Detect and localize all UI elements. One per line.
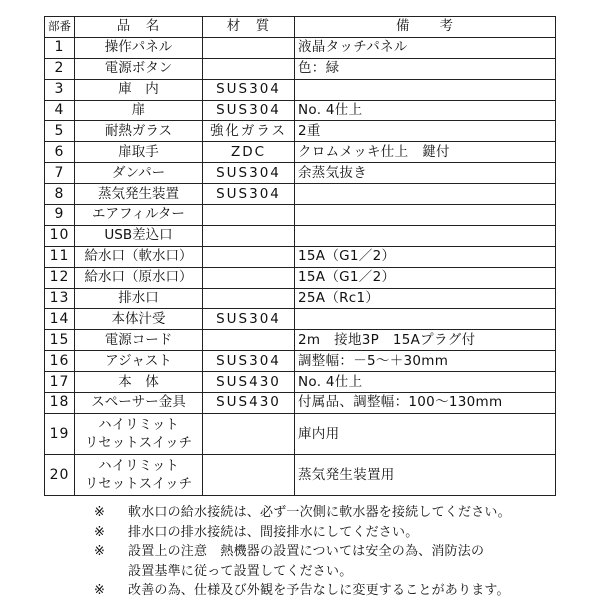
note-item	[94, 523, 574, 543]
note-text: 軟水口の給水接続は、必ず一次側に軟水器を接続してください。	[128, 505, 511, 520]
part-number-cell: 14	[45, 309, 75, 330]
part-number-cell: 11	[45, 246, 75, 267]
part-name-line: リセットスイッチ	[84, 434, 193, 451]
material-cell: SUS304	[203, 163, 295, 184]
material-cell: SUS304	[203, 351, 295, 372]
note-mark: ※	[94, 524, 105, 540]
material-cell	[203, 267, 295, 288]
note-item	[94, 581, 574, 601]
part-number-cell: 2	[45, 58, 75, 79]
part-name-cell: 扉取手	[75, 142, 203, 163]
remarks-cell: 蒸気発生装置用	[295, 454, 556, 495]
table-row	[45, 163, 556, 184]
table-row	[45, 58, 556, 79]
remarks-cell: 色：緑	[295, 58, 556, 79]
material-cell	[203, 58, 295, 79]
remarks-cell: 付属品、調整幅：100～130mm	[295, 393, 556, 414]
part-number-cell: 10	[45, 225, 75, 246]
material-cell	[203, 205, 295, 226]
remarks-cell: 15A（G1／2）	[295, 267, 556, 288]
part-number-cell: 15	[45, 330, 75, 351]
material-cell	[203, 288, 295, 309]
note-item	[94, 503, 574, 523]
part-name-cell: エアフィルター	[75, 205, 203, 226]
remarks-cell: 庫内用	[295, 413, 556, 454]
table-row	[45, 372, 556, 393]
note-mark: ※	[94, 505, 105, 520]
remarks-cell: No. 4仕上	[295, 100, 556, 121]
table-row	[45, 100, 556, 121]
remarks-cell: 2m 接地3P 15Aプラグ付	[295, 330, 556, 351]
part-name-line: リセットスイッチ	[84, 475, 193, 492]
material-cell: ZDC	[203, 142, 295, 163]
part-name-cell: 蒸気発生装置	[75, 184, 203, 205]
remarks-cell: 25A（Rc1）	[295, 288, 556, 309]
parts-table	[44, 16, 556, 496]
material-cell: SUS304	[203, 100, 295, 121]
material-cell	[203, 413, 295, 454]
header-remarks: 備 考	[295, 17, 556, 38]
table-row	[45, 413, 556, 454]
remarks-cell	[295, 225, 556, 246]
material-cell: SUS430	[203, 372, 295, 393]
remarks-cell	[295, 184, 556, 205]
remarks-cell: 15A（G1／2）	[295, 246, 556, 267]
parts-table-container	[44, 16, 555, 496]
table-row	[45, 267, 556, 288]
remarks-cell: 余蒸気抜き	[295, 163, 556, 184]
table-row	[45, 351, 556, 372]
remarks-cell: 液晶タッチパネル	[295, 37, 556, 58]
part-name-cell: アジャスト	[75, 351, 203, 372]
material-cell: SUS304	[203, 184, 295, 205]
part-number-cell: 13	[45, 288, 75, 309]
part-number-cell: 5	[45, 121, 75, 142]
header-part-name: 品 名	[75, 17, 203, 38]
note-text: 排水口の排水接続は、間接排水にしてください。	[128, 524, 419, 540]
note-item	[94, 542, 574, 562]
remarks-cell: No. 4仕上	[295, 372, 556, 393]
part-name-cell: 庫 内	[75, 79, 203, 100]
notes-section	[94, 503, 574, 601]
material-cell	[203, 330, 295, 351]
part-name-cell	[75, 413, 203, 454]
material-cell: SUS430	[203, 393, 295, 414]
remarks-cell: クロムメッキ仕上 鍵付	[295, 142, 556, 163]
table-row	[45, 121, 556, 142]
header-material: 材 質	[203, 17, 295, 38]
material-cell	[203, 225, 295, 246]
material-cell: 強化ガラス	[203, 121, 295, 142]
table-header-row	[45, 17, 556, 38]
remarks-cell	[295, 79, 556, 100]
remarks-cell: 調整幅：－5～＋30mm	[295, 351, 556, 372]
part-number-cell: 20	[45, 454, 75, 495]
part-name-cell: 扉	[75, 100, 203, 121]
part-number-cell: 16	[45, 351, 75, 372]
note-text: 改善の為、仕様及び外観を予告なしに変更することがあります。	[128, 583, 510, 598]
part-name-cell: USB差込口	[75, 225, 203, 246]
table-row	[45, 37, 556, 58]
part-name-cell: 給水口（軟水口）	[75, 246, 203, 267]
material-cell	[203, 37, 295, 58]
table-row	[45, 246, 556, 267]
note-mark: ※	[94, 583, 105, 598]
part-name-cell: 電源コード	[75, 330, 203, 351]
part-name-cell: 電源ボタン	[75, 58, 203, 79]
part-name-line: ハイリミット	[98, 416, 179, 433]
part-number-cell: 3	[45, 79, 75, 100]
part-name-cell	[75, 454, 203, 495]
part-number-cell: 9	[45, 205, 75, 226]
material-cell	[203, 246, 295, 267]
part-number-cell: 1	[45, 37, 75, 58]
material-cell: SUS304	[203, 79, 295, 100]
table-row	[45, 330, 556, 351]
table-row	[45, 184, 556, 205]
material-cell: SUS304	[203, 309, 295, 330]
note-text: 設置上の注意 熱機器の設置については安全の為、消防法の	[128, 544, 485, 559]
material-cell	[203, 454, 295, 495]
header-part-number: 部番	[45, 17, 75, 38]
part-number-cell: 7	[45, 163, 75, 184]
part-name-cell: 本 体	[75, 372, 203, 393]
part-number-cell: 18	[45, 393, 75, 414]
part-name-cell: スペーサー金具	[75, 393, 203, 414]
part-number-cell: 4	[45, 100, 75, 121]
remarks-cell	[295, 309, 556, 330]
part-number-cell: 8	[45, 184, 75, 205]
table-row	[45, 225, 556, 246]
note-text: 設置基準に従って設置してください。	[128, 563, 353, 579]
table-row	[45, 142, 556, 163]
part-number-cell: 6	[45, 142, 75, 163]
remarks-cell: 2重	[295, 121, 556, 142]
table-row	[45, 288, 556, 309]
part-name-cell: ダンパー	[75, 163, 203, 184]
table-row	[45, 454, 556, 495]
part-name-cell: 給水口（原水口）	[75, 267, 203, 288]
part-name-cell: 排水口	[75, 288, 203, 309]
note-mark: ※	[94, 544, 105, 559]
part-name-cell: 操作パネル	[75, 37, 203, 58]
part-number-cell: 17	[45, 372, 75, 393]
part-number-cell: 19	[45, 413, 75, 454]
table-row	[45, 205, 556, 226]
remarks-cell	[295, 205, 556, 226]
table-row	[45, 309, 556, 330]
part-name-cell: 本体汁受	[75, 309, 203, 330]
table-row	[45, 393, 556, 414]
part-name-line: ハイリミット	[98, 457, 179, 474]
table-row	[45, 79, 556, 100]
part-name-cell: 耐熱ガラス	[75, 121, 203, 142]
part-number-cell: 12	[45, 267, 75, 288]
note-item-continued	[94, 562, 574, 582]
